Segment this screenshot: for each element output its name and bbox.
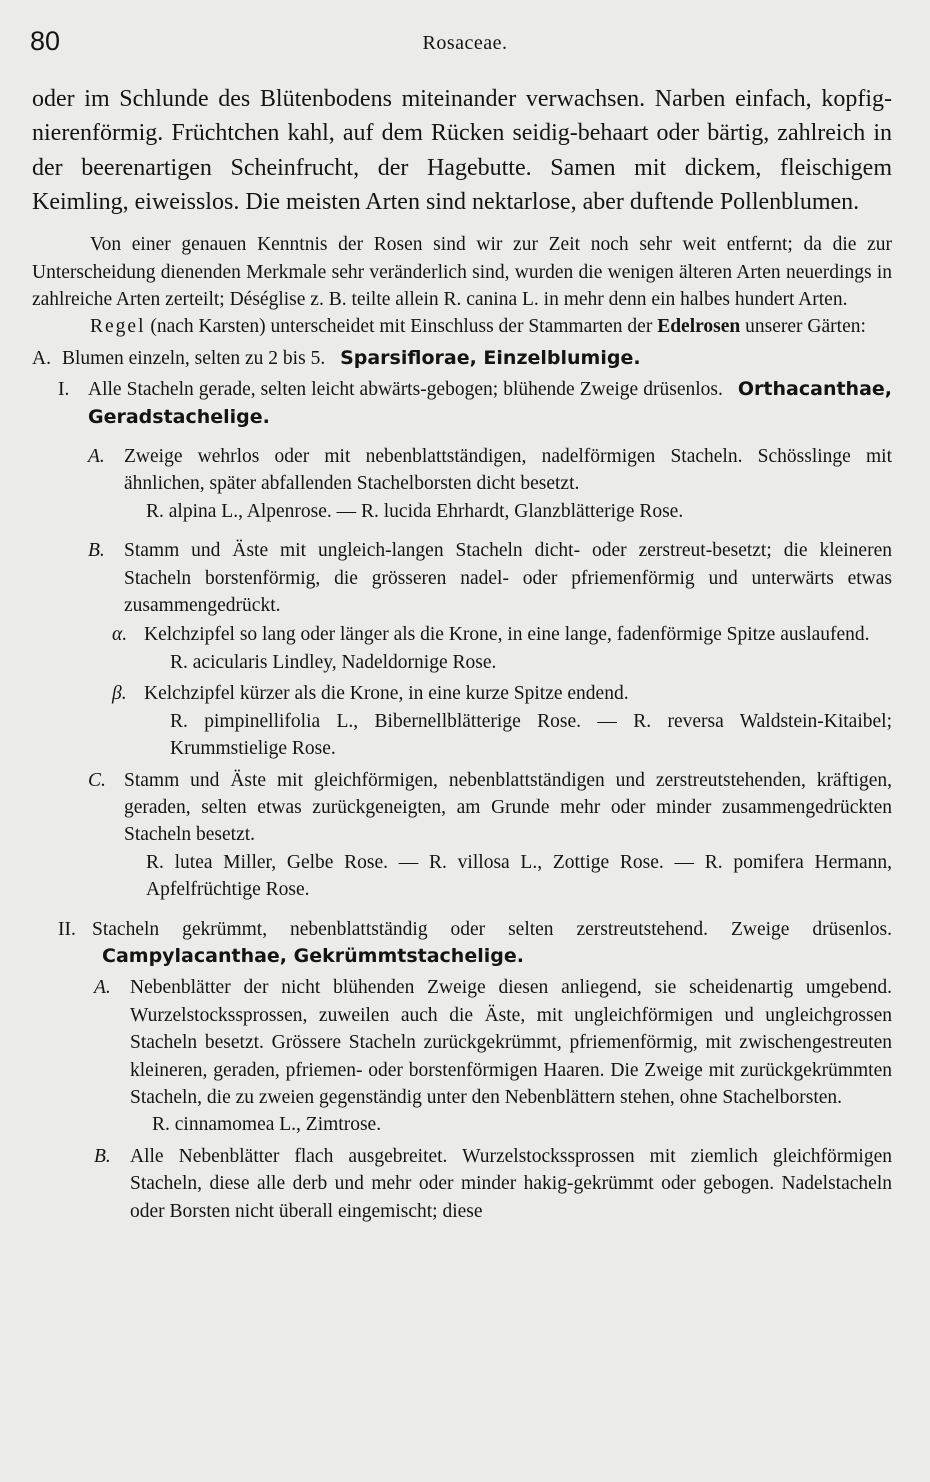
section-i-c-text: Stamm und Äste mit gleichförmigen, nebenblattständigen und zerstreutstehenden, kräftigen, geraden, selten etwas zurückgeneigten, am Grunde mehr oder minder zusammengedrückten Stacheln besetzt. bbox=[124, 769, 892, 846]
small-print-block bbox=[32, 231, 892, 1225]
section-ii bbox=[58, 916, 892, 971]
term-edelrosen: Edelrosen bbox=[657, 316, 741, 338]
section-i-a bbox=[88, 443, 892, 525]
section-i-c-ref: R. lutea Miller, Gelbe Rose. — R. villosa L., Zottige Rose. — R. pomifera Hermann, Apfelfrüchtige Rose. bbox=[146, 851, 892, 901]
page-header bbox=[30, 20, 900, 60]
section-i-b-beta-label: β. bbox=[112, 683, 127, 705]
section-a-text: Blumen einzeln, selten zu 2 bis 5. bbox=[62, 347, 326, 369]
section-i-b-alpha-ref: R. acicularis Lindley, Nadeldornige Rose. bbox=[170, 651, 497, 673]
section-i bbox=[58, 376, 892, 431]
section-i-b-alpha bbox=[112, 621, 892, 676]
regel-paragraph bbox=[32, 313, 892, 340]
section-ii-label: II. bbox=[58, 918, 76, 940]
section-ii-a-label: A. bbox=[94, 977, 111, 999]
section-i-c-label: C. bbox=[88, 769, 106, 791]
page-number: 80 bbox=[30, 26, 61, 56]
section-i-b-text: Stamm und Äste mit ungleich-langen Stacheln dicht- oder zerstreut-besetzt; die kleineren Stacheln borstenförmig, die grösseren nadel- oder pfriemenförmig und unterwärts etwas zusammengedrückt. bbox=[124, 540, 892, 617]
regel-text-2: unserer Gärten: bbox=[740, 316, 866, 338]
section-ii-a-ref: R. cinnamomea L., Zimtrose. bbox=[152, 1114, 382, 1136]
running-title: Rosaceae. bbox=[422, 32, 508, 54]
section-ii-b-text: Alle Nebenblätter flach ausgebreitet. Wurzelstockssprossen mit ziemlich gleichförmigen Stacheln, diese alle derb und mehr oder minder hakig-gekrümmt oder gebogen. Nadelstacheln oder Borsten nicht überall eingemischt; diese bbox=[130, 1145, 892, 1222]
section-ii-a bbox=[94, 974, 892, 1138]
section-i-a-ref: R. alpina L., Alpenrose. — R. lucida Ehrhardt, Glanzblätterige Rose. bbox=[146, 500, 684, 522]
section-i-text: Alle Stacheln gerade, selten leicht abwärts-gebogen; blühende Zweige drüsenlos. bbox=[88, 379, 723, 401]
section-i-c bbox=[88, 767, 892, 904]
page-body bbox=[32, 82, 892, 1225]
section-i-b-beta-text: Kelchzipfel kürzer als die Krone, in eine kurze Spitze endend. bbox=[144, 683, 629, 705]
section-ii-title: Campylacanthae, Gekrümmtstachelige. bbox=[102, 944, 524, 967]
section-i-b-label: B. bbox=[88, 540, 105, 562]
section-i-b bbox=[88, 537, 892, 619]
section-i-b-alpha-label: α. bbox=[112, 624, 128, 646]
author-name-regel: Regel bbox=[90, 316, 146, 338]
section-ii-b-label: B. bbox=[94, 1145, 111, 1167]
section-ii-b bbox=[94, 1143, 892, 1225]
section-i-b-alpha-text: Kelchzipfel so lang oder länger als die Krone, in eine lange, fadenförmige Spitze auslaufend. bbox=[144, 624, 870, 646]
regel-text-1: (nach Karsten) unterscheidet mit Einschluss der Stammarten der bbox=[145, 316, 658, 338]
section-i-label: I. bbox=[58, 379, 70, 401]
section-i-a-text: Zweige wehrlos oder mit nebenblattständigen, nadelförmigen Stacheln. Schösslinge mit ähnlichen, später abfallenden Stachelborsten dicht besetzt. bbox=[124, 446, 892, 495]
section-i-b-beta-ref: R. pimpinellifolia L., Bibernellblätterige Rose. — R. reversa Waldstein-Kitaibel; Krummstielige Rose. bbox=[170, 710, 892, 760]
section-i-b-beta bbox=[112, 680, 892, 762]
section-i-a-label: A. bbox=[88, 446, 105, 468]
section-a-label: A. bbox=[32, 347, 51, 369]
section-a-title: Sparsiflorae, Einzelblumige. bbox=[340, 346, 641, 369]
lead-paragraph: oder im Schlunde des Blütenbodens miteinander verwachsen. Narben einfach, kopfig-nierenförmig. Früchtchen kahl, auf dem Rücken seidig-behaart oder bärtig, zahlreich in der beerenartigen Scheinfrucht, der Hagebutte. Samen mit dickem, fleischigem Keimling, eiweisslos. Die meisten Arten sind nektarlose, aber duftende Pollenblumen. bbox=[32, 86, 892, 215]
intro-paragraph: Von einer genauen Kenntnis der Rosen sind wir zur Zeit noch sehr weit entfernt; da die zur Unterscheidung dienenden Merkmale sehr veränderlich sind, wurden die wenigen älteren Arten neuerdings in zahlreiche Arten zerteilt; Déséglise z. B. teilte allein R. canina L. in mehr denn ein halbes hundert Arten. bbox=[32, 234, 892, 310]
section-i-title: Orthacanthae, Geradstachelige. bbox=[88, 378, 893, 428]
section-ii-text: Stacheln gekrümmt, nebenblattständig oder selten zerstreutstehend. Zweige drüsenlos. bbox=[92, 918, 892, 940]
section-a bbox=[32, 345, 892, 372]
section-ii-a-text: Nebenblätter der nicht blühenden Zweige diesen anliegend, sie scheidenartig umgebend. Wurzelstockssprossen, zuweilen auch die Äste, mit ungleichförmigen und ungleichgrossen Stacheln besetzt. Grössere Stacheln zurückgekrümmt, pfriemenförmig, mit zwischengestreuten kleineren, geraden, pfriemen- oder borstenförmigen Haaren. Die Zweige mit zurückgekrümmten Stacheln, die zu zweien gegenständig unter den Nebenblättern stehen, ohne Stachelborsten. bbox=[130, 977, 892, 1108]
